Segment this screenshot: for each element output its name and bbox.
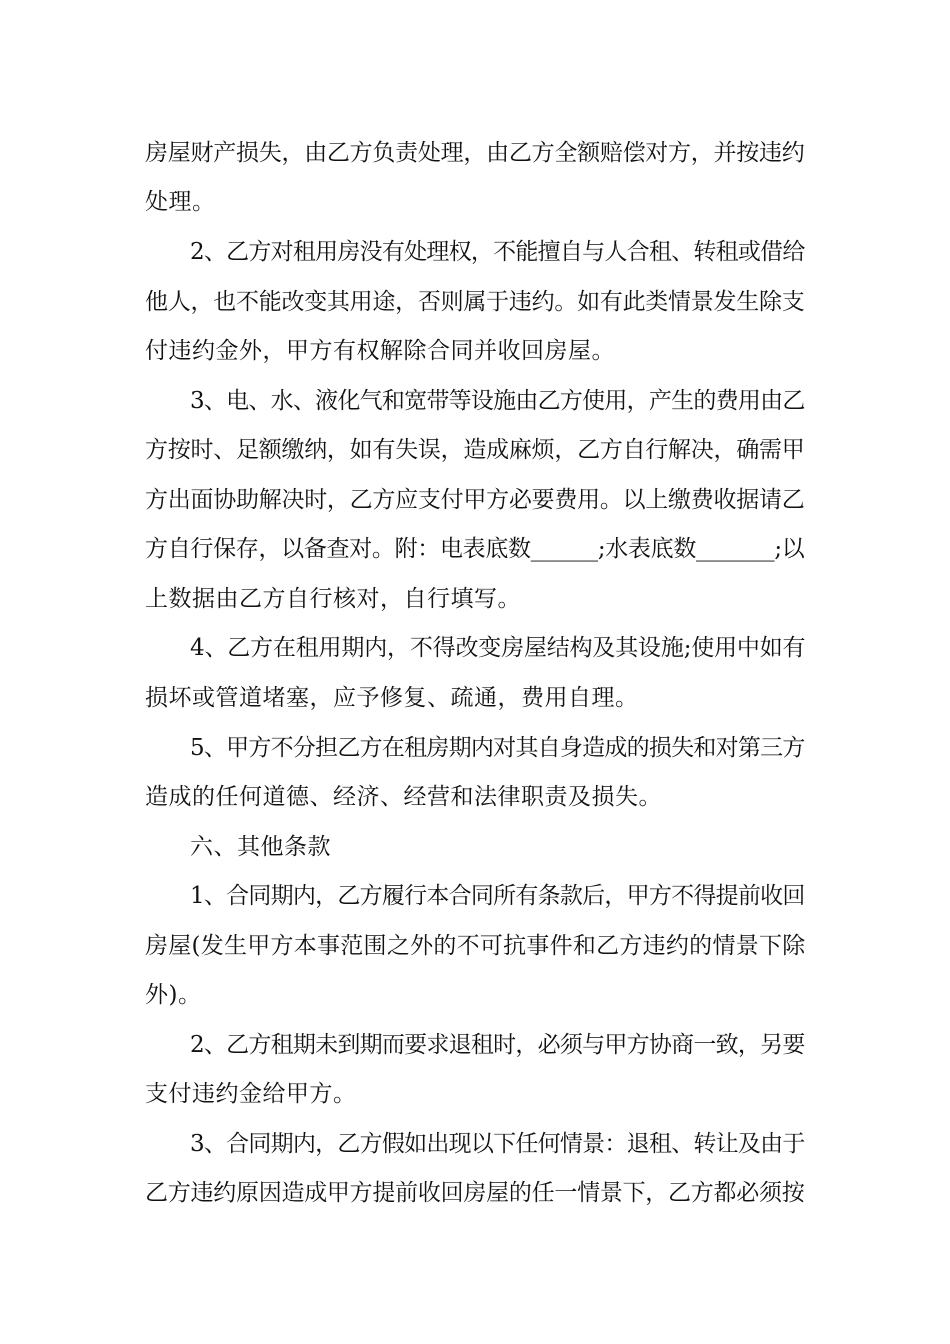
text-line: 房屋财产损失，由乙方负责处理，由乙方全额赔偿对方，并按违约 [145, 140, 805, 166]
text-line: 房屋(发生甲方本事范围之外的不可抗事件和乙方违约的情景下除 [145, 933, 806, 959]
text-line: 处理。 [145, 189, 216, 215]
text-line: 4、乙方在租用期内，不得改变房屋结构及其设施;使用中如有 [190, 635, 806, 661]
text-line: 乙方违约原因造成甲方提前收回房屋的任一情景下，乙方都必须按 [145, 1180, 805, 1206]
text-line: 付违约金外，甲方有权解除合同并收回房屋。 [145, 338, 615, 364]
text-line: 2、乙方对租用房没有处理权，不能擅自与人合租、转租或借给 [190, 239, 805, 265]
text-line: 方出面协助解决时，乙方应支付甲方必要费用。以上缴费收据请乙 [145, 487, 805, 513]
text-line: 他人，也不能改变其用途，否则属于违约。如有此类情景发生除支 [145, 289, 805, 315]
text-line: 支付违约金给甲方。 [145, 1081, 357, 1107]
text-line: 3、合同期内，乙方假如出现以下任何情景：退租、转让及由于 [190, 1131, 805, 1157]
text-line: 外)。 [145, 982, 202, 1008]
text-line: 5、甲方不分担乙方在租房期内对其自身造成的损失和对第三方 [190, 735, 805, 761]
text-line: 损坏或管道堵塞，应予修复、疏通，费用自理。 [145, 685, 639, 711]
section-heading: 六、其他条款 [190, 834, 331, 860]
text-line: 造成的任何道德、经济、经营和法律职责及损失。 [145, 784, 662, 810]
text-line: 方按时、足额缴纳，如有失误，造成麻烦，乙方自行解决，确需甲 [145, 437, 805, 463]
text-line: 方自行保存，以备查对。附：电表底数______;水表底数_______;以 [145, 536, 805, 562]
text-line: 1、合同期内，乙方履行本合同所有条款后，甲方不得提前收回 [190, 883, 805, 909]
text-line: 2、乙方租期未到期而要求退租时，必须与甲方协商一致，另要 [190, 1032, 805, 1058]
text-line: 3、电、水、液化气和宽带等设施由乙方使用，产生的费用由乙 [190, 388, 805, 414]
text-line: 上数据由乙方自行核对，自行填写。 [145, 586, 521, 612]
